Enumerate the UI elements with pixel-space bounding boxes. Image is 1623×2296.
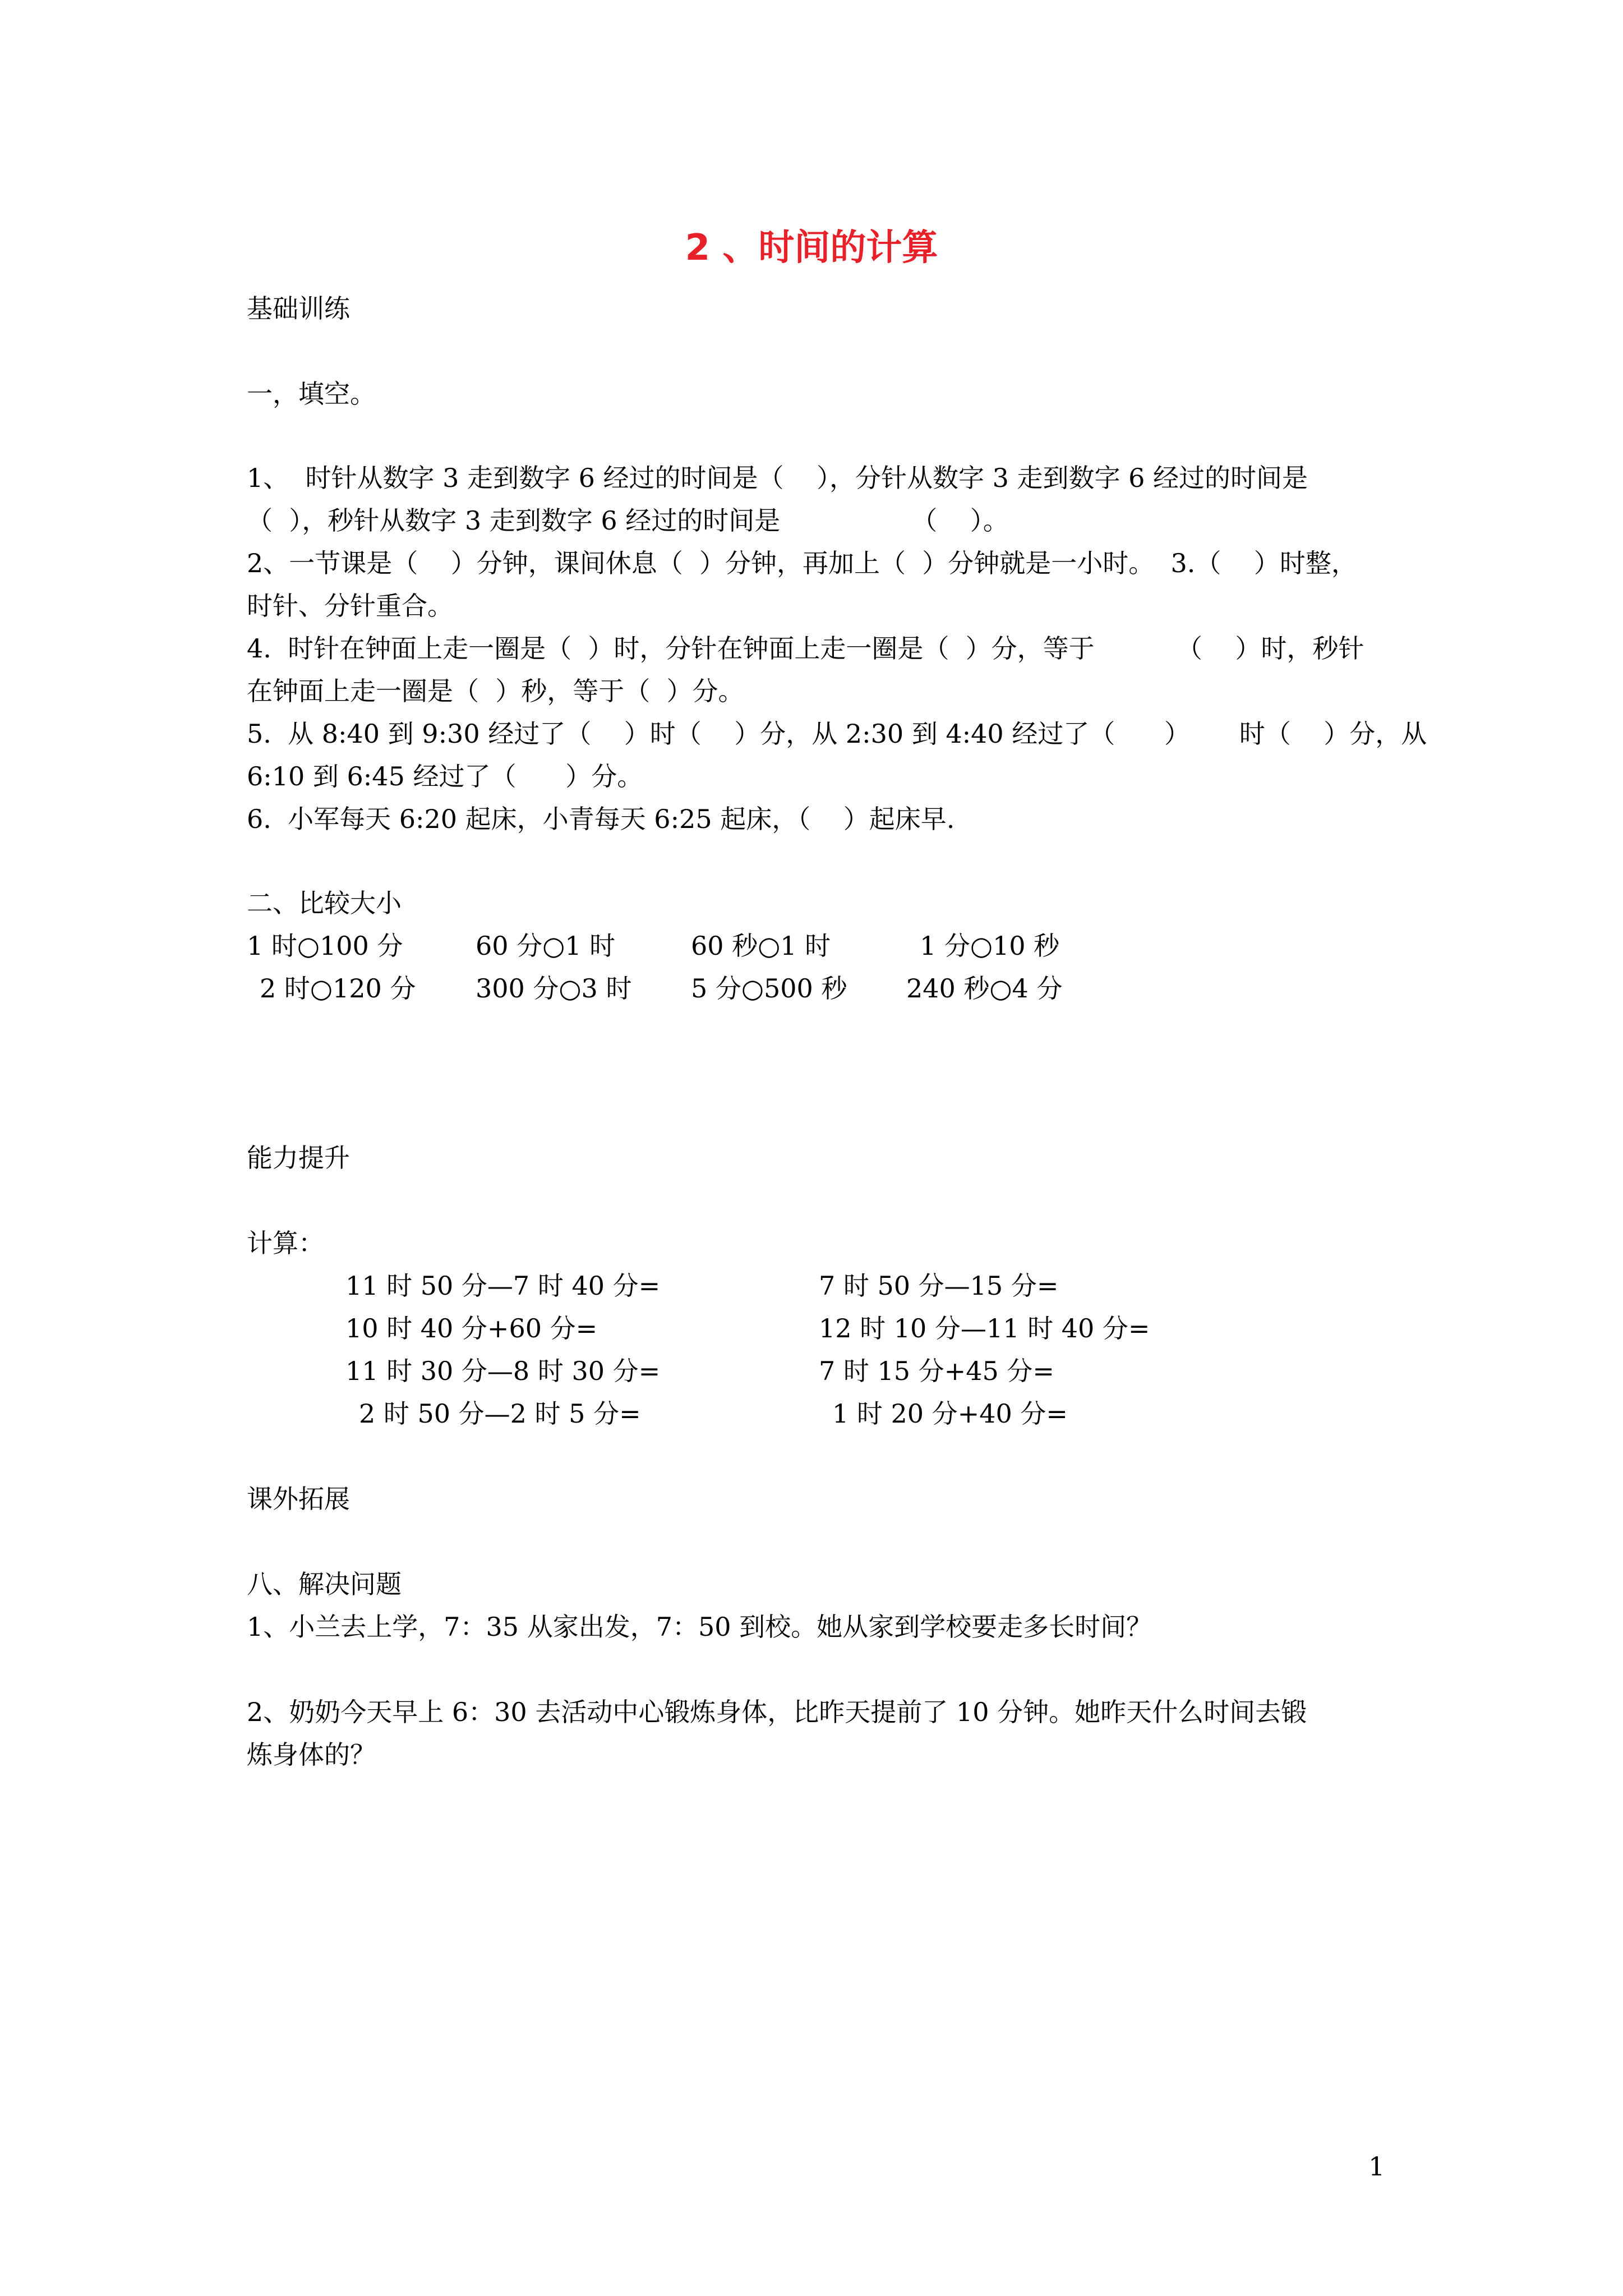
question-1-line-1: 1、 时针从数字 3 走到数字 6 经过的时间是（ ），分针从数字 3 走到数字 6 经过的时间是	[247, 463, 1308, 493]
compare-item: 300 分○3 时	[476, 973, 632, 1004]
question-1-line-2: （ ），秒针从数字 3 走到数字 6 经过的时间是 （ ）。	[247, 505, 1009, 536]
problem-1: 1、小兰去上学，7：35 从家出发，7：50 到校。她从家到学校要走多长时间？	[247, 1612, 1152, 1642]
compare-item: 1 分○10 秒	[920, 931, 1060, 961]
question-2-line-1: 2、一节课是（ ）分钟，课间休息（ ）分钟，再加上（ ）分钟就是一小时。 3.（ ）时整，	[247, 548, 1357, 578]
fill-in-heading: 一，填空。	[247, 379, 376, 409]
compare-heading: 二、比较大小	[247, 888, 402, 918]
compare-item: 60 秒○1 时	[691, 931, 831, 961]
calc-item: 7 时 50 分—15 分=	[819, 1271, 1059, 1301]
compare-item: 5 分○500 秒	[691, 973, 847, 1004]
problem-2-line-2: 炼身体的？	[247, 1740, 376, 1770]
calc-item: 12 时 10 分—11 时 40 分=	[819, 1313, 1150, 1343]
calc-item: 7 时 15 分+45 分=	[819, 1356, 1054, 1386]
calc-item: 1 时 20 分+40 分=	[832, 1398, 1068, 1429]
section-basic-training: 基础训练	[247, 293, 350, 324]
calc-item: 2 时 50 分—2 时 5 分=	[359, 1398, 641, 1429]
calc-item: 11 时 30 分—8 时 30 分=	[345, 1356, 661, 1386]
compare-item: 1 时○100 分	[247, 931, 403, 961]
question-5-line-1: 5. 从 8:40 到 9:30 经过了（ ）时（ ）分，从 2:30 到 4:40 经过了（ ） 时（ ）分，从	[247, 719, 1427, 749]
compare-item: 2 时○120 分	[260, 973, 416, 1004]
question-6: 6. 小军每天 6:20 起床，小青每天 6:25 起床，（ ）起床早.	[247, 804, 955, 834]
compare-item: 240 秒○4 分	[906, 973, 1063, 1004]
section-ability: 能力提升	[247, 1143, 350, 1173]
page-number: 1	[1368, 2151, 1385, 2182]
compare-item: 60 分○1 时	[476, 931, 616, 961]
calc-heading: 计算：	[247, 1228, 324, 1258]
calc-item: 10 时 40 分+60 分=	[345, 1313, 598, 1343]
solve-heading: 八、解决问题	[247, 1569, 402, 1599]
problem-2-line-1: 2、奶奶今天早上 6：30 去活动中心锻炼身体，比昨天提前了 10 分钟。她昨天什么时间去锻	[247, 1697, 1307, 1727]
page-title: 2 、时间的计算	[685, 227, 938, 269]
question-5-line-2: 6:10 到 6:45 经过了（ ）分。	[247, 761, 643, 792]
section-extension: 课外拓展	[247, 1484, 350, 1514]
question-4-line-1: 4. 时针在钟面上走一圈是（ ）时，分针在钟面上走一圈是（ ）分，等于 （ ）时，秒针	[247, 633, 1364, 664]
question-4-line-2: 在钟面上走一圈是（ ）秒，等于（ ）分。	[247, 676, 744, 706]
question-2-line-2: 时针、分针重合。	[247, 591, 453, 621]
calc-item: 11 时 50 分—7 时 40 分=	[345, 1271, 661, 1301]
